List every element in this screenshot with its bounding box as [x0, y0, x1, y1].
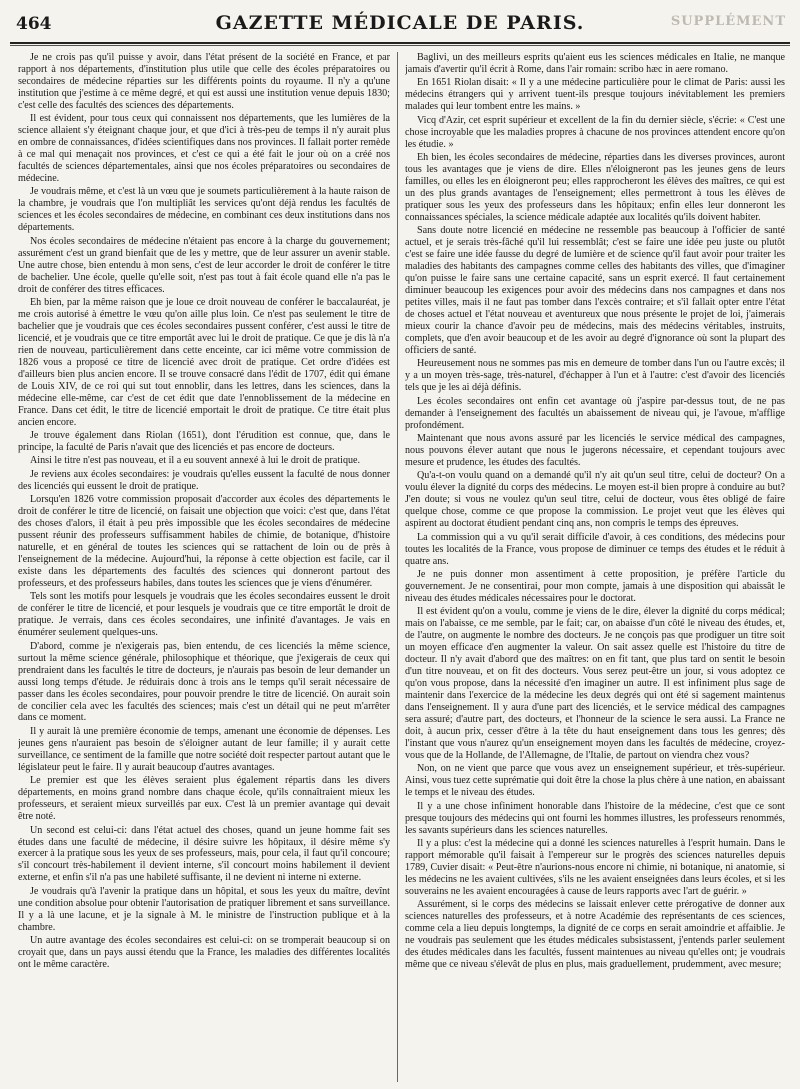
paragraph: Non, on ne vient que parce que vous avez un enseignement supérieur, et très-supérieur. Ainsi, vous tuez cette suprématie qui doit être la chose la plus chère à une nation, en abaissant le temps et le niveau des études. — [405, 763, 785, 799]
paragraph: Un autre avantage des écoles secondaires est celui-ci: on se tromperait beaucoup si on croyait que, dans un pays aussi étendu que la France, les maladies des différentes localités ont le même caractère. — [18, 935, 390, 971]
paragraph: Sans doute notre licencié en médecine ne ressemble pas beaucoup à l'officier de santé actuel, et je serais très-fâché qu'il lui ressemblât; c'est se faire une idée peu juste ou plutôt c'est se faire une idée fausse du degré de lumière et de science qu'il faut avoir pour traiter les maladies des habitants des campagnes comme celles des habitants des villes, que d'imaginer qu'on puisse le faire sans une certaine capacité, sans un esprit exercé. Il faut certainement diminuer beaucoup les exigences pour avoir des médecins dans nos campagnes et dans nos petites villes, mais il ne faut pas tomber dans l'excès contraire; et s'il fallait opter entre l'état de choses actuel et l'état nouveau et aventureux que nous présente le projet de loi, j'aimerais mieux courir la chance d'avoir peu de médecins, mais des médecins véritables, instruits, complets, que d'en avoir beaucoup et de les avoir au degré d'ignorance où sont la plupart des officiers de santé. — [405, 225, 785, 356]
paragraph: Tels sont les motifs pour lesquels je voudrais que les écoles secondaires eussent le droit de conférer le titre de licencié, et pour lesquels je voudrais que ce titre emportât le droit de pratique. Je verrais, dans ces écoles secondaires, une infinité d'avantages. Je vais en énumérer seulement quelques-uns. — [18, 591, 390, 639]
paragraph: Nos écoles secondaires de médecine n'étaient pas encore à la charge du gouvernement; assurément c'est un grand bienfait que de les y mettre, que de leur assurer un avenir stable. Une autre chose, bien entendu à mon sens, c'est de leur accorder le droit de conférer le titre de bachelier. Une école, quelle qu'elle soit, n'est pas tout à fait école quand elle n'a pas le droit de conférer des titres efficaces. — [18, 235, 390, 295]
paragraph: Je trouve également dans Riolan (1651), dont l'érudition est connue, que, dans le principe, la faculté de Paris n'avait que des licenciés et pas encore de docteurs. — [18, 430, 390, 453]
paragraph: Il est évident qu'on a voulu, comme je viens de le dire, élever la dignité du corps médical; mais on l'abaisse, ce me semble, par le fait; car, on abaisse d'un côté le niveau des études, et, de l'autre, on augmente le nombre des docteurs. Je ne conçois pas que prodiguer un titre soit un moyen efficace d'en augmenter la valeur. On sait assez quelle est l'histoire du titre de docteur. Il n'y avait d'abord que des maîtres: on en fit tant, que plus tard on sentit le besoin d'un titre nouveau, et on fit des docteurs. Vous serez peut-être un jour, si vous adoptez ce qu'on vous propose, dans la nécessité d'en imaginer un autre. Il est infiniment plus sage de maintenir dans l'exercice de la médecine les deux degrés qui ont été si sagement maintenus dans l'enseignement. Il y aura d'une part des licenciés, et le service médical des campagnes sera assuré; d'autre part, des docteurs, et l'honneur de la science le sera aussi. La France ne doit, à aucun prix, cesser d'être à la tête du haut enseignement dans tous les genres; dès l'instant que vous n'aurez qu'un enseignement moyen dans les facultés de médecine, croyez-vous que de la Hollande, de l'Allemagne, de l'Italie, de partout on viendra chez vous? — [405, 606, 785, 761]
supplement-label: SUPPLÉMENT — [670, 14, 786, 29]
paragraph: Ainsi le titre n'est pas nouveau, et il a eu souvent annexé à lui le droit de pratique. — [30, 455, 361, 467]
column-divider — [397, 52, 398, 1082]
paragraph: Vicq d'Azir, cet esprit supérieur et excellent de la fin du dernier siècle, s'écrie: « C'est une chose incroyable que les maladies propres à chacune de nos provinces attendent encore qu'on les étudie. » — [405, 114, 785, 150]
paragraph: Eh bien, les écoles secondaires de médecine, réparties dans les diverses provinces, auront tous les avantages que je viens de dire. Elles n'éloigneront pas les jeunes gens de leurs familles, ou elles les en éloigneront peu; elles rapprocheront les élèves des maîtres, ce qui est un des plus grands avantages de l'enseignement; elles permettront à tous les élèves de pratiquer sous les yeux des professeurs dans les hôpitaux; enfin elles leur donneront les connaissances spéciales, la science médicale adaptée aux localités qu'ils doivent habiter. — [405, 152, 785, 223]
paragraph: Maintenant que nous avons assuré par les licenciés le service médical des campagnes, nous pouvons élever autant que nous le jugerons nécessaire, et cependant toujours avec mesure et prudence, les études des facultés. — [405, 433, 785, 468]
paragraph: Je ne crois pas qu'il puisse y avoir, dans l'état présent de la société en France, et par rapport à nos départements, d'institution plus utile que celle des écoles préparatoires ou secondaires de médecine réparties sur les différents points du royaume. Il n'y a qu'une institution que j'estime à ce même degré, et qui est aussi une institution venue depuis 1830; c'est celle des facultés des sciences des départements. — [18, 52, 390, 111]
paragraph: Il est évident, pour tous ceux qui connaissent nos départements, que les lumières de la science allaient s'y éteignant chaque jour, et que d'ici à très-peu de temps il n'y aurait plus en ombre de connaissances, d'idées scientifiques dans nos provinces. Il fallait porter remède à ce mal qui menaçait nos provinces, et c'est ce qui a été fait le jour où on a créé nos facultés de sciences départementales, ainsi que nos écoles préparatoires ou secondaires de médecine. — [18, 113, 390, 185]
paragraph: Eh bien, par la même raison que je loue ce droit nouveau de conférer le baccalauréat, je me crois autorisé à émettre le vœu qu'on aille plus loin. Ce n'est pas seulement le titre de bachelier que je voudrais que ces écoles secondaires pussent conférer, c'est aussi le titre de licencié, et je voudrais que ce titre emportât avec lui le droit de pratique. Ce que je dis là n'a rien de nouveau, particulièrement dans cette enceinte, car ici même votre commission de 1826 vous a proposé ce titre de licencié avec droit de pratique. Cet ordre d'idées est d'ailleurs bien plus ancien encore. Il se trouve consacré dans l'édit de 1707, édit qui émane de Louis XIV, de ce roi qui sut tout ennoblir, dans les lettres, dans les sciences, dans la médecine elle-même, car c'est de cet édit que date l'ennoblissement de la médecine en France. Dans cet édit, le titre de licencié emportait le droit de pratique. Ce titre était plus ancien encore. — [18, 297, 390, 428]
left-column — [18, 52, 390, 1082]
header-rule — [10, 45, 790, 46]
paragraph: Un second est celui-ci: dans l'état actuel des choses, quand un jeune homme fait ses études dans une faculté de médecine, il désire suivre les hôpitaux, il désire même s'y exercer à la pratique sous les yeux de ses professeurs, mais, pour cela, il faut qu'il concoure; s'il concourt très-habilement il devient interne, s'il concourt moins habilement il devient externe, et enfin s'il n'a pas une habileté suffisante, il ne devient ni interne ni externe. — [18, 824, 390, 884]
paragraph: Qu'a-t-on voulu quand on a demandé qu'il n'y ait qu'un seul titre, celui de docteur? On a voulu élever la dignité du corps des médecins. Le moyen est-il bien propre à conduire au but? J'en doute; si vous ne voulez qu'un seul titre, celui de docteur, vous êtes obligé de faire quelque chose, comme ce que propose la commission. Le projet veut que les élèves qui aspirent au doctorat étudient pendant cinq ans, non compris le temps des épreuves. — [405, 470, 785, 530]
paragraph: Assurément, si le corps des médecins se laissait enlever cette prérogative de donner aux sciences naturelles des professeurs, et à notre Académie des représentants de ces sciences, comme cela a lieu depuis longtemps, la dignité de ce corps en serait amoindrie et affaiblie. Je ne voudrais pas seulement que les études médicales subsistassent, j'entends parler seulement des études médicales dans les facultés, fussent maintenues au niveau qu'elles ont; je voudrais même que ce niveau s'élevât de plus en plus, mais graduellement, prudemment, avec mesure; — [405, 899, 785, 971]
paragraph: Il y a une chose infiniment honorable dans l'histoire de la médecine, c'est que ce sont presque toujours des médecins qui ont fourni les hommes illustres, les professeurs renommés, les savants supérieurs dans les sciences naturelles. — [405, 800, 785, 836]
paragraph: Je voudrais qu'à l'avenir la pratique dans un hôpital, et sous les yeux du maître, devînt une condition absolue pour obtenir l'autorisation de pratiquer librement et sans surveillance. Il y a là une lacune, et je la signale à M. le ministre de l'instruction publique et à la chambre. — [18, 885, 390, 933]
paragraph: Lorsqu'en 1826 votre commission proposait d'accorder aux écoles des départements le droit de conférer le titre de licencié, on faisait une objection que voici: c'est que, dans l'état des choses d'alors, il était à peu près impossible que les écoles secondaires de médecine pussent réunir des professeurs suffisamment habiles de chimie, de botanique, d'histoire naturelle, et en général de toutes les sciences qui se rattachent de loin ou de près à l'enseignement de la médecine. Aujourd'hui, la réponse à cette objection est facile, car il existe dans les départements des facultés des sciences qui donneront partout des professeurs, et des professeurs habiles, dans toutes les sciences que je viens d'énumérer. — [18, 494, 390, 589]
paragraph: Les écoles secondaires ont enfin cet avantage où j'aspire par-dessus tout, de ne pas demander à l'enseignement des facultés un abaissement de niveau qui, je l'avoue, m'afflige profondément. — [405, 395, 785, 431]
paragraph: Il y aurait là une première économie de temps, amenant une économie de dépenses. Les jeunes gens n'auraient pas besoin de s'éloigner autant de leur famille; il y aurait cette surveillance, ce sentiment de la famille que notre société doit respecter partout autant que le législateur peut le faire. Il y aurait beaucoup d'autres avantages. — [18, 725, 390, 773]
paragraph: Baglivi, un des meilleurs esprits qu'aient eus les sciences médicales en Italie, ne manque jamais d'avertir qu'il écrit à Rome, dans l'air romain: scribo hæc in aere romano. — [405, 52, 785, 75]
paragraph: Je ne puis donner mon assentiment à cette proposition, je préfère l'article du gouvernement. Je ne consentirai, pour mon compte, jamais à une disposition qui abaissât le niveau des études médicales nécessaires pour le doctorat. — [405, 569, 785, 604]
paragraph: La commission qui a vu qu'il serait difficile d'avoir, à ces conditions, des médecins pour toutes les localités de la France, vous propose de diminuer ce temps des études et le réduit à quatre ans. — [405, 531, 785, 567]
paragraph: Je reviens aux écoles secondaires: je voudrais qu'elles eussent la faculté de nous donner des licenciés qui eussent le droit de pratique. — [18, 468, 390, 492]
paragraph: Heureusement nous ne sommes pas mis en demeure de tomber dans l'un ou l'autre excès; il y a un moyen très-sage, très-naturel, d'échapper à l'un et à l'autre: c'est d'avoir des licenciés tels que je les ai déjà définis. — [405, 358, 785, 394]
journal-title: GAZETTE MÉDICALE DE PARIS. — [215, 12, 585, 34]
paragraph: En 1651 Riolan disait: « Il y a une médecine particulière pour le climat de Paris: aussi les médecins étrangers qui y arrivent tuent-ils presque toujours inévitablement les premiers malades qui leur tombent entre les mains. » — [405, 77, 785, 113]
right-column — [405, 52, 785, 1082]
paragraph: D'abord, comme je n'exigerais pas, bien entendu, de ces licenciés la même science, surtout la même science générale, philosophique et théorique, que j'exigerais de ceux qui prendraient dans les facultés le titre de docteurs, je n'aurais pas besoin de leur demander un aussi long temps d'étude. Je réduirais donc à trois ans le temps qu'il serait nécessaire de passer dans les écoles secondaires, pour pouvoir prendre le titre de licencié. On aurait soin de concilier cela avec les facultés des sciences; mais c'est un détail qui ne peut m'arrêter dans ce moment. — [18, 640, 390, 724]
page-number: 464 — [16, 14, 52, 34]
paragraph: Je voudrais même, et c'est là un vœu que je soumets particulièrement à la haute raison de la chambre, je voudrais que l'on multipliât les services qu'ont déjà rendus les facultés de sciences et les écoles secondaires de médecine, en combinant ces deux institutions dans nos départements. — [18, 186, 390, 234]
paragraph: Il y a plus: c'est la médecine qui a donné les sciences naturelles à l'esprit humain. Dans le rapport mémorable qu'il faisait à l'empereur sur le progrès des sciences naturelles depuis 1789, Cuvier disait: « Peut-être n'aurions-nous encore ni chimie, ni botanique, ni anatomie, si les médecins ne les avaient cultivées, s'ils ne les avaient enseignées dans leurs écoles, et si les souverains ne les avaient encouragées à cause de leurs rapports avec l'art de guérir. » — [405, 838, 785, 897]
page-header — [10, 10, 790, 44]
paragraph: Le premier est que les élèves seraient plus également répartis dans les divers départements, en moins grand nombre dans chaque école, qu'ils connaîtraient mieux les professeurs, et seraient mieux surveillés par eux. C'est là un premier avantage qui devait être noté. — [18, 775, 390, 823]
